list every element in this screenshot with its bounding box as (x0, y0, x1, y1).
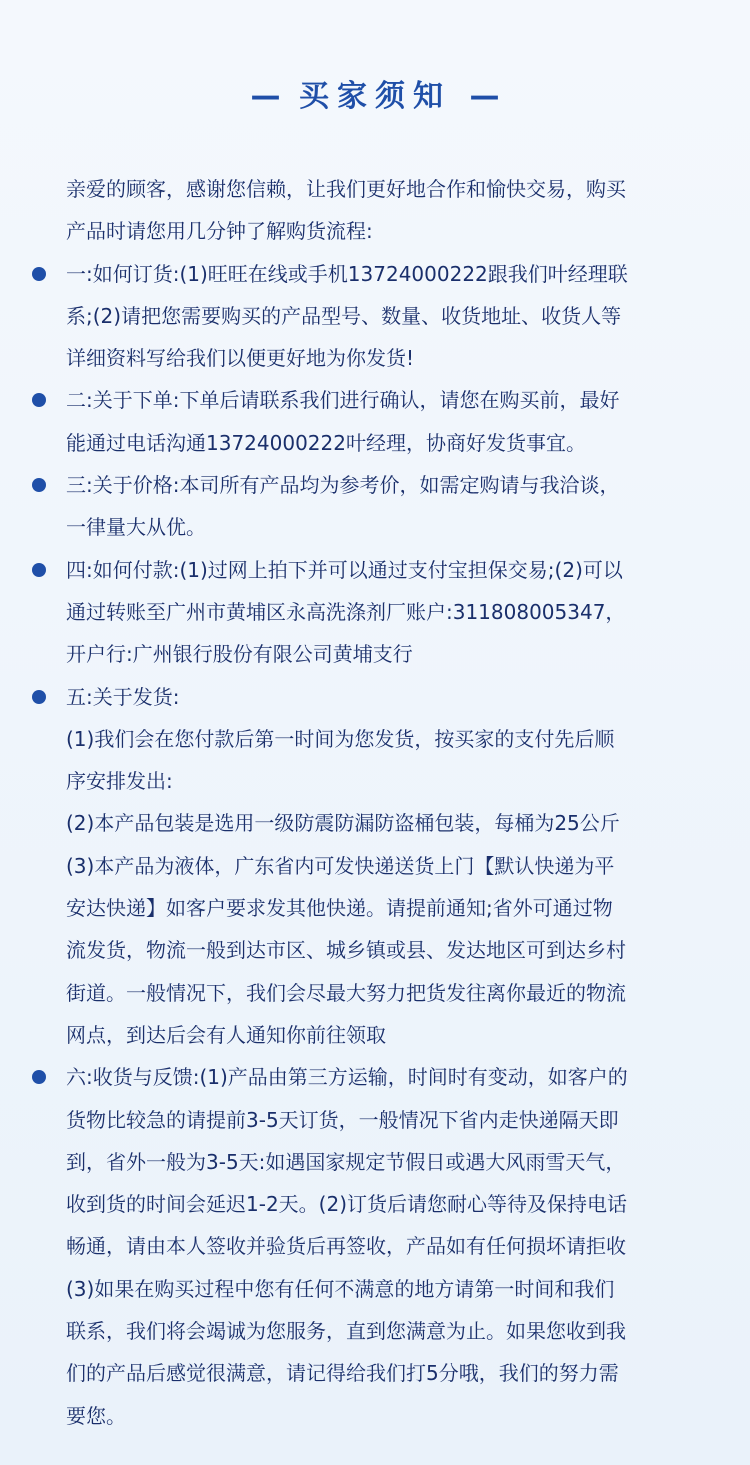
item-line: 序安排发出: (66, 769, 173, 794)
item-line: 货物比较急的请提前3-5天订货，一般情况下省内走快递隔天即 (66, 1107, 619, 1132)
item-line: 二:关于下单:下单后请联系我们进行确认，请您在购买前，最好 (66, 388, 620, 413)
item-line: 们的产品后感觉很满意，请记得给我们打5分哦，我们的努力需 (66, 1361, 619, 1386)
item-line: 到，省外一般为3-5天:如遇国家规定节假日或遇大风雨雪天气， (66, 1149, 626, 1174)
item-line: 三:关于价格:本司所有产品均为参考价，如需定购请与我洽谈， (66, 473, 620, 498)
item-line: 六:收货与反馈:(1)产品由第三方运输，时间时有变动，如客户的 (66, 1065, 628, 1090)
item-line: 流发货，物流一般到达市区、城乡镇或县、发达地区可到达乡村 (66, 938, 626, 963)
intro-line: 产品时请您用几分钟了解购货流程: (66, 219, 373, 244)
item-line: (2)本产品包装是选用一级防震防漏防盗桶包装，每桶为25公斤 (66, 811, 620, 836)
bullet-dot-icon (32, 267, 46, 281)
title-dash-left: — (250, 79, 281, 114)
item-line: (3)本产品为液体，广东省内可发快递送货上门【默认快递为平 (66, 853, 615, 878)
item-line: 一:如何订货:(1)旺旺在线或手机13724000222跟我们叶经理联 (66, 261, 628, 286)
intro-line: 亲爱的顾客，感谢您信赖，让我们更好地合作和愉快交易，购买 (66, 177, 626, 201)
item-line: (3)如果在购买过程中您有任何不满意的地方请第一时间和我们 (66, 1276, 615, 1301)
notice-item-receiving-feedback (66, 1056, 736, 1437)
page-title (0, 72, 750, 122)
notice-item-pricing (66, 464, 736, 549)
item-line: 五:关于发货: (66, 684, 180, 709)
item-line: 要您。 (66, 1403, 126, 1428)
item-line: 一律量大从优。 (66, 515, 206, 540)
item-line: 联系，我们将会竭诚为您服务，直到您满意为止。如果您收到我 (66, 1319, 626, 1344)
notice-item-placing-order (66, 379, 736, 464)
item-line: 开户行:广州银行股份有限公司黄埔支行 (66, 642, 413, 667)
item-line: 网点，到达后会有人通知你前往领取 (66, 1022, 386, 1047)
bullet-dot-icon (32, 478, 46, 492)
item-line: 四:如何付款:(1)过网上拍下并可以通过支付宝担保交易;(2)可以 (66, 557, 623, 582)
title-dash-right: — (469, 79, 500, 114)
notice-item-shipping (66, 676, 736, 1057)
bullet-dot-icon (32, 1070, 46, 1084)
intro-paragraph (66, 168, 736, 253)
bullet-dot-icon (32, 393, 46, 407)
title-text: 买家须知 (299, 79, 451, 114)
item-line: 街道。一般情况下，我们会尽最大努力把货发往离你最近的物流 (66, 980, 626, 1005)
bullet-dot-icon (32, 690, 46, 704)
item-line: 详细资料写给我们以便更好地为你发货! (66, 346, 415, 371)
bullet-dot-icon (32, 563, 46, 577)
notice-item-payment (66, 549, 736, 676)
notice-item-ordering (66, 253, 736, 380)
item-line: 通过转账至广州市黄埔区永高洗涤剂厂账户:311808005347， (66, 599, 626, 624)
item-line: 收到货的时间会延迟1-2天。(2)订货后请您耐心等待及保持电话 (66, 1192, 627, 1217)
item-line: 能通过电话沟通13724000222叶经理，协商好发货事宜。 (66, 430, 586, 455)
notice-content (66, 168, 736, 1437)
item-line: 畅通，请由本人签收并验货后再签收，产品如有任何损坏请拒收 (66, 1234, 626, 1259)
item-line: 系;(2)请把您需要购买的产品型号、数量、收货地址、收货人等 (66, 303, 622, 328)
item-line: (1)我们会在您付款后第一时间为您发货，按买家的支付先后顺 (66, 726, 615, 751)
item-line: 安达快递】如客户要求发其他快递。请提前通知;省外可通过物 (66, 896, 613, 921)
